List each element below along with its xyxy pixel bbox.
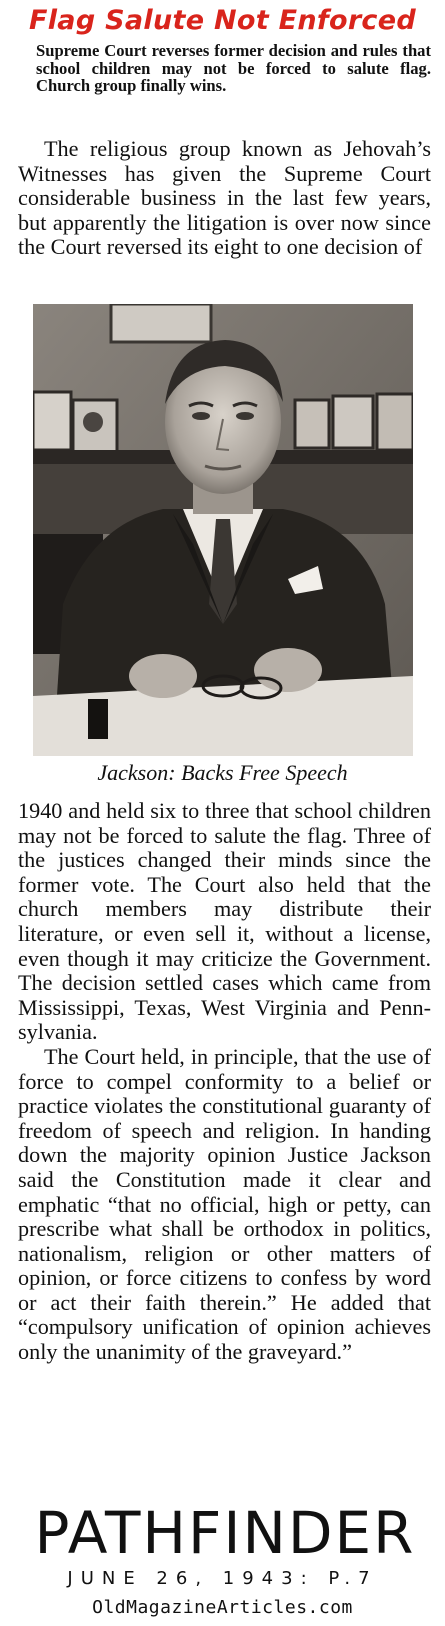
article-body-bottom — [18, 799, 431, 1365]
portrait-illustration — [33, 304, 413, 756]
paragraph-1-continued: 1940 and held six to three that school children may not be forced to salute the flag. Three of the justices changed their minds since the former vote. The Court also held that the church members may distribute their literature, or even sell it, without a license, even though it may criticize the Government. The decision settled cases which came from Mississippi, Texas, West Virginia and Pennsylvania. — [18, 798, 431, 1045]
article-body-top — [18, 137, 431, 260]
article-deck: Supreme Court reverses former decision and rules that school children may not be forced to salute flag. Church group finally wins. — [36, 41, 431, 96]
portrait-photo — [33, 304, 413, 756]
magazine-masthead: PATHFINDER — [34, 1499, 416, 1567]
source-site: OldMagazineArticles.com — [92, 1597, 353, 1618]
paragraph-2: The Court held, in principle, that the use of force to compel conformity to a belief or practice violates the constitutional guaranty of freedom of speech and religion. In handing down the majority opinion Justice Jackson said the Constitution made it clear and emphatic “that no official, high or petty, can prescribe what shall be orthodox in politics, nationalism, religion or other matters of opinion, or force citizens to confess by word or act their faith therein.” He added that “compulsory unification of opinion achieves only the unanimity of the graveyard.” — [18, 1043, 431, 1365]
paragraph-1-start: The religious group known as Jehovah’s Witnesses has given the Supreme Court considerable business in the last few years, but apparently the litigation is over now since the Court reversed its eight to one decision of — [18, 136, 431, 260]
article-headline: Flag Salute Not Enforced — [29, 5, 416, 36]
photo-caption: Jackson: Backs Free Speech — [97, 760, 348, 785]
issue-dateline: JUNE 26, 1943: P.7 — [67, 1568, 378, 1589]
